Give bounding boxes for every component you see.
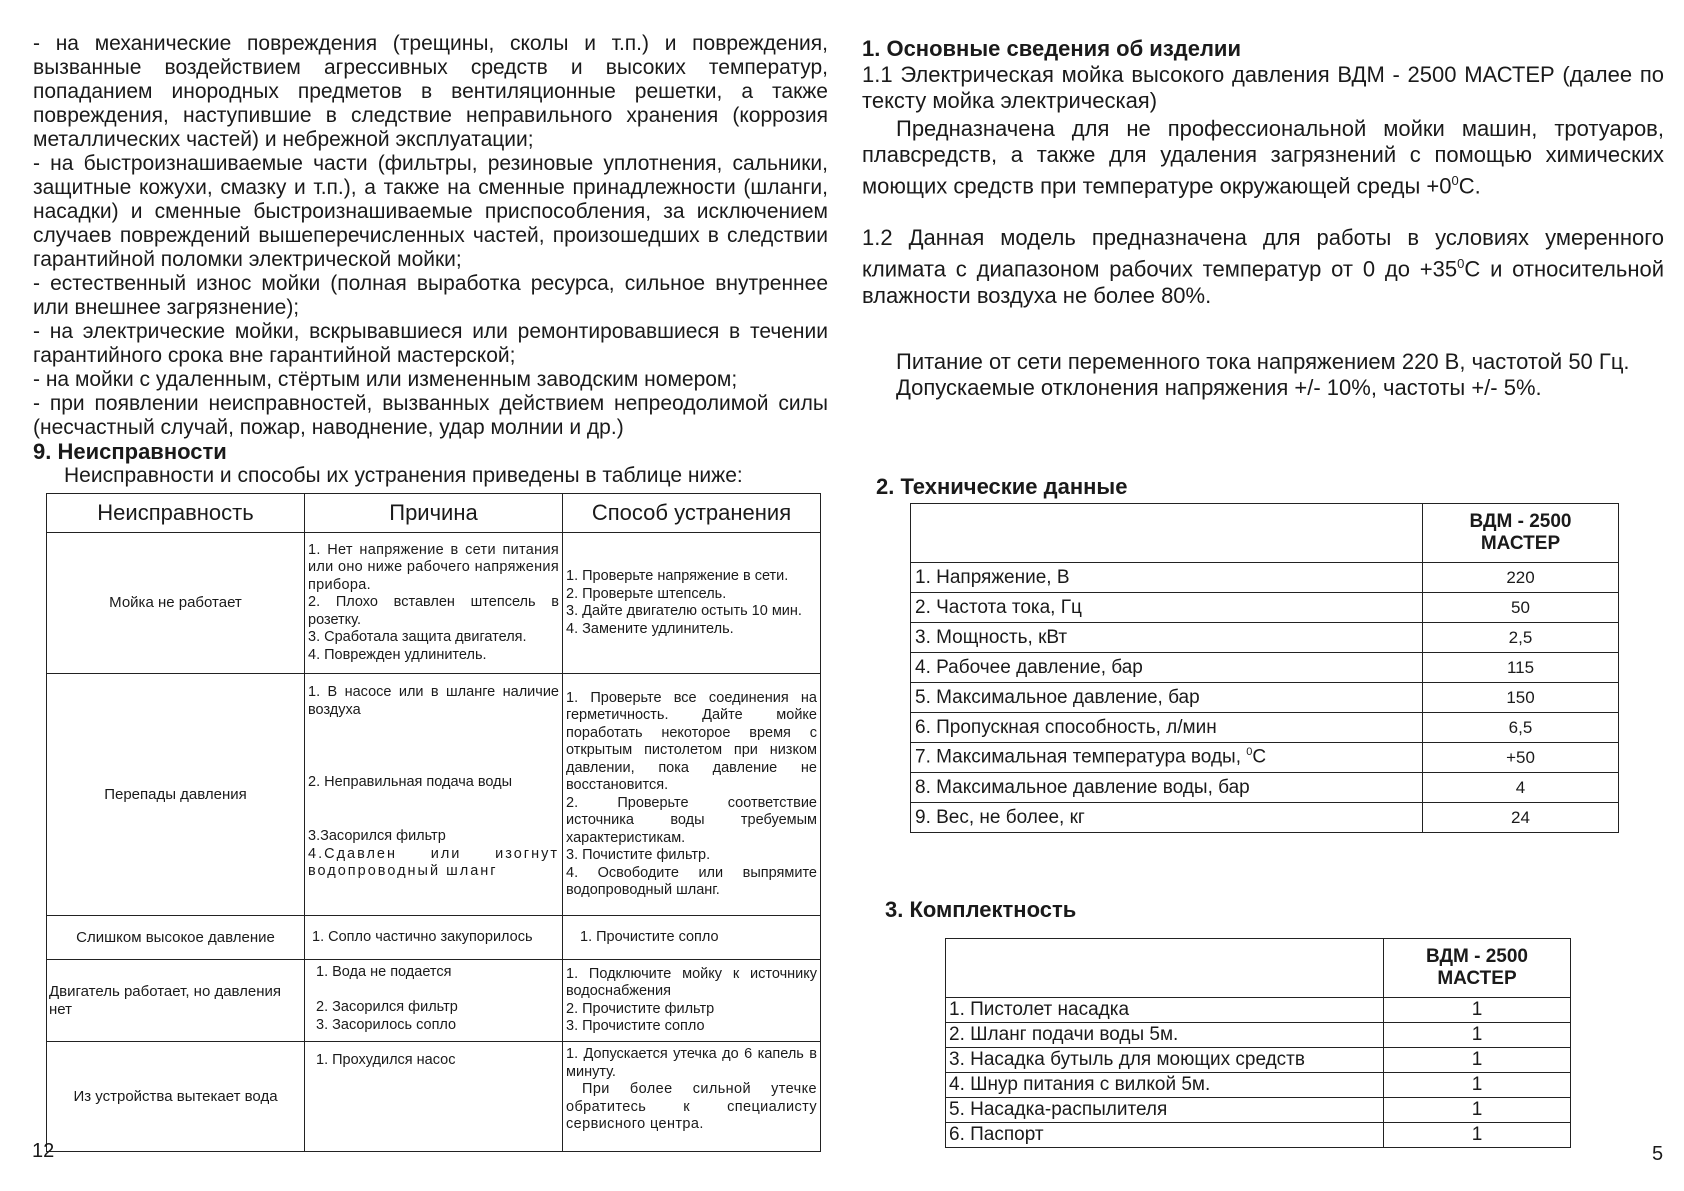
section-1-tolerance: Допускаемые отклонения напряжения +/- 10%, частоты +/- 5%. bbox=[896, 374, 1542, 400]
section-1-paragraph: 1.1 Электрическая мойка высокого давления ВДМ - 2500 МАСТЕР (далее по тексту мойка электрическая) bbox=[862, 62, 1664, 113]
tech-label: 3. Мощность, кВт bbox=[911, 623, 1423, 653]
kit-value: 1 bbox=[1384, 1098, 1571, 1123]
tech-header-empty bbox=[911, 504, 1423, 563]
kit-label: 2. Шланг подачи воды 5м. bbox=[946, 1023, 1384, 1048]
tech-label: 4. Рабочее давление, бар bbox=[911, 653, 1423, 683]
kit-row bbox=[946, 1123, 1571, 1148]
exclusion-item: - естественный износ мойки (полная выработка ресурса, сильное внутреннее или внешнее загрязнение); bbox=[33, 272, 828, 319]
kit-row bbox=[946, 1098, 1571, 1123]
kit-label: 3. Насадка бутыль для моющих средств bbox=[946, 1048, 1384, 1073]
kit-row bbox=[946, 1073, 1571, 1098]
tech-row bbox=[911, 683, 1619, 713]
spacer bbox=[862, 309, 1664, 349]
warranty-exclusions-list bbox=[33, 32, 828, 440]
tech-label: 5. Максимальное давление, бар bbox=[911, 683, 1423, 713]
tech-data-table bbox=[910, 503, 1619, 833]
kit-row bbox=[946, 1023, 1571, 1048]
tech-value: 6,5 bbox=[1423, 713, 1619, 743]
section-1-title: 1. Основные сведения об изделии bbox=[862, 36, 1241, 61]
degree-sup: 0 bbox=[1457, 256, 1465, 272]
remedy-item: 1. Проверьте напряжение в сети. bbox=[566, 568, 789, 584]
tech-label: 6. Пропускная способность, л/мин bbox=[911, 713, 1423, 743]
cause-item: 2. Засорился фильтр bbox=[316, 999, 458, 1015]
section-3-title: 3. Комплектность bbox=[885, 897, 1077, 922]
exclusion-item: - на механические повреждения (трещины, сколы и т.п.) и повреждения, вызванные воздействием агрессивных средств и высоких температур, попаданием инородных предметов в вентиляционные решетки, а также повреждения, наступившие в следствие неправильного хранения (коррозия металлических частей) и небрежной эксплуатации; bbox=[33, 32, 828, 151]
section-1-climate bbox=[862, 225, 1664, 308]
cause-item: 1. Нет напряжение в сети питания или оно ниже рабочего напряжения прибора. bbox=[308, 541, 559, 593]
fault-remedies bbox=[563, 960, 821, 1042]
kit-value: 1 bbox=[1384, 1123, 1571, 1148]
remedy-item: 1. Допускается утечка до 6 капель в минуту. bbox=[566, 1046, 817, 1080]
cause-item: 1. Прохудился насос bbox=[316, 1052, 456, 1068]
remedy-item: 2. Проверьте соответствие источника воды требуемым характеристикам. bbox=[566, 794, 817, 846]
cause-item: 1. Вода не подается bbox=[316, 964, 452, 980]
remedy-item: 3. Почистите фильтр. bbox=[566, 847, 711, 863]
fault-remedies bbox=[563, 1042, 821, 1152]
fault-row bbox=[47, 674, 821, 916]
cause-item: 2. Плохо вставлен штепсель в розетку. bbox=[308, 594, 559, 628]
cause-item: 3. Засорилось сопло bbox=[316, 1016, 457, 1033]
page-number-right: 5 bbox=[1652, 1143, 1664, 1165]
cause-item: 3. Сработала защита двигателя. bbox=[308, 629, 527, 646]
remedy-item: При более сильной утечке обратитесь к специалисту сервисного центра. bbox=[566, 1081, 817, 1132]
tech-label-unit: С bbox=[1252, 746, 1267, 768]
fault-name: Из устройства вытекает вода bbox=[47, 1042, 305, 1152]
tech-label bbox=[911, 743, 1423, 773]
cause-item: 3.Засорился фильтр bbox=[308, 828, 446, 844]
spacer bbox=[862, 199, 1664, 225]
cause-item: 1. Сопло частично закупорилось bbox=[312, 928, 533, 945]
kit-value: 1 bbox=[1384, 1073, 1571, 1098]
kit-label: 5. Насадка-распылителя bbox=[946, 1098, 1384, 1123]
tech-row bbox=[911, 563, 1619, 593]
tech-row bbox=[911, 623, 1619, 653]
kit-header-empty bbox=[946, 939, 1384, 998]
tech-value: +50 bbox=[1423, 743, 1619, 773]
kit-model-header bbox=[1384, 939, 1571, 998]
model-edition: МАСТЕР bbox=[1480, 533, 1561, 554]
tech-value: 150 bbox=[1423, 683, 1619, 713]
tech-row bbox=[911, 653, 1619, 683]
fault-row bbox=[47, 916, 821, 960]
tech-row bbox=[911, 713, 1619, 743]
climate-text: 1.2 Данная модель предназначена для работы в условиях умеренного климата с диапазоном рабочих температур от 0 до +35 bbox=[862, 225, 1664, 282]
remedy-item: 1. Проверьте все соединения на герметичность. Дайте мойке поработать некоторое время с открытым пистолетом при низком давлении, пока давление не восстановится. bbox=[566, 689, 817, 793]
tech-value: 220 bbox=[1423, 563, 1619, 593]
fault-row bbox=[47, 533, 821, 674]
remedy-item: 1. Подключите мойку к источнику водоснабжения bbox=[566, 965, 817, 999]
kit-header-row bbox=[946, 939, 1571, 998]
exclusion-item: - на мойки с удаленным, стёртым или измененным заводским номером; bbox=[33, 368, 738, 391]
model-name: ВДМ - 2500 bbox=[1426, 946, 1528, 967]
cause-item: 1. В насосе или в шланге наличие воздуха bbox=[308, 684, 559, 718]
model-edition: МАСТЕР bbox=[1437, 968, 1517, 989]
tech-header-row bbox=[911, 504, 1619, 563]
kit-table bbox=[945, 938, 1571, 1148]
faults-table bbox=[46, 493, 821, 1152]
fault-causes bbox=[305, 674, 563, 916]
model-name: ВДМ - 2500 bbox=[1469, 511, 1572, 532]
kit-label: 6. Паспорт bbox=[946, 1123, 1384, 1148]
section-1-purpose bbox=[862, 116, 1664, 199]
tech-value: 4 bbox=[1423, 773, 1619, 803]
tech-row bbox=[911, 773, 1619, 803]
tech-value: 2,5 bbox=[1423, 623, 1619, 653]
fault-name: Слишком высокое давление bbox=[47, 916, 305, 960]
kit-row bbox=[946, 998, 1571, 1023]
tech-label: 1. Напряжение, В bbox=[911, 563, 1423, 593]
remedy-item: 3. Дайте двигателю остыть 10 мин. bbox=[566, 603, 802, 619]
kit-label: 4. Шнур питания с вилкой 5м. bbox=[946, 1073, 1384, 1098]
remedy-item: 3. Прочистите сопло bbox=[566, 1018, 705, 1034]
fault-remedies bbox=[563, 916, 821, 960]
fault-name: Двигатель работает, но давления нет bbox=[47, 960, 305, 1042]
degree-sup: 0 bbox=[1451, 173, 1459, 188]
climate-text-end: С и относительной влажности воздуха не более 80%. bbox=[862, 256, 1664, 308]
degree-sup: 0 bbox=[1246, 746, 1253, 759]
fault-name: Мойка не работает bbox=[47, 533, 305, 674]
tech-row bbox=[911, 743, 1619, 773]
kit-value: 1 bbox=[1384, 1048, 1571, 1073]
tech-value: 115 bbox=[1423, 653, 1619, 683]
fault-causes bbox=[305, 533, 563, 674]
header-fault: Неисправность bbox=[47, 494, 305, 533]
header-remedy: Способ устранения bbox=[563, 494, 821, 533]
tech-row bbox=[911, 803, 1619, 833]
section-9-title: 9. Неисправности bbox=[33, 439, 227, 464]
tech-model-header bbox=[1423, 504, 1619, 563]
purpose-unit: С. bbox=[1458, 173, 1481, 199]
section-1 bbox=[862, 36, 1664, 401]
fault-causes bbox=[305, 960, 563, 1042]
section-2-title: 2. Технические данные bbox=[876, 474, 1128, 499]
fault-causes bbox=[305, 1042, 563, 1152]
kit-value: 1 bbox=[1384, 998, 1571, 1023]
tech-value: 24 bbox=[1423, 803, 1619, 833]
remedy-item: 4. Замените удлинитель. bbox=[566, 620, 734, 637]
kit-label: 1. Пистолет насадка bbox=[946, 998, 1384, 1023]
section-1-power: Питание от сети переменного тока напряжением 220 В, частотой 50 Гц. bbox=[896, 348, 1630, 374]
fault-name: Перепады давления bbox=[47, 674, 305, 916]
exclusion-item: - при появлении неисправностей, вызванных действием непреодолимой силы (несчастный случай, пожар, наводнение, удар молнии и др.) bbox=[33, 392, 828, 439]
tech-label-text: 7. Максимальная температура воды, bbox=[915, 746, 1247, 768]
cause-item: 4.Сдавлен или изогнут водопроводный шланг bbox=[308, 845, 559, 879]
tech-row bbox=[911, 593, 1619, 623]
remedy-item: 1. Прочистите сопло bbox=[580, 928, 719, 945]
exclusion-item: - на быстроизнашиваемые части (фильтры, резиновые уплотнения, сальники, защитные кожухи, смазку и т.п.), а также на сменные принадлежности (шланги, насадки) и сменные быстроизнашиваемые приспособления, за исключением случаев повреждений вышеперечисленных частей, произошедших в следствии гарантийной поломки электрической мойки; bbox=[33, 152, 828, 271]
tech-label: 2. Частота тока, Гц bbox=[911, 593, 1423, 623]
fault-row bbox=[47, 960, 821, 1042]
kit-row bbox=[946, 1048, 1571, 1073]
header-cause: Причина bbox=[305, 494, 563, 533]
remedy-item: 2. Проверьте штепсель. bbox=[566, 585, 727, 602]
exclusion-item: - на электрические мойки, вскрывавшиеся или ремонтировавшиеся в течении гарантийного срока вне гарантийной мастерской; bbox=[33, 320, 828, 367]
kit-value: 1 bbox=[1384, 1023, 1571, 1048]
fault-remedies bbox=[563, 674, 821, 916]
tech-label: 8. Максимальное давление воды, бар bbox=[911, 773, 1423, 803]
fault-causes bbox=[305, 916, 563, 960]
page-number-left: 12 bbox=[32, 1140, 55, 1162]
right-page bbox=[842, 0, 1684, 1191]
faults-header-row bbox=[47, 494, 821, 533]
fault-row bbox=[47, 1042, 821, 1152]
remedy-item: 2. Прочистите фильтр bbox=[566, 1000, 715, 1017]
tech-label: 9. Вес, не более, кг bbox=[911, 803, 1423, 833]
fault-remedies bbox=[563, 533, 821, 674]
cause-item: 2. Неправильная подача воды bbox=[308, 774, 513, 790]
purpose-text: Предназначена для не профессиональной мойки машин, тротуаров, плавсредств, а также для удаления загрязнений с помощью химических моющих средств при температуре окружающей среды +0 bbox=[862, 116, 1664, 199]
remedy-item: 4. Освободите или выпрямите водопроводный шланг. bbox=[566, 864, 817, 898]
cause-item: 4. Поврежден удлинитель. bbox=[308, 646, 487, 663]
tech-value: 50 bbox=[1423, 593, 1619, 623]
section-9-intro: Неисправности и способы их устранения приведены в таблице ниже: bbox=[64, 464, 743, 487]
